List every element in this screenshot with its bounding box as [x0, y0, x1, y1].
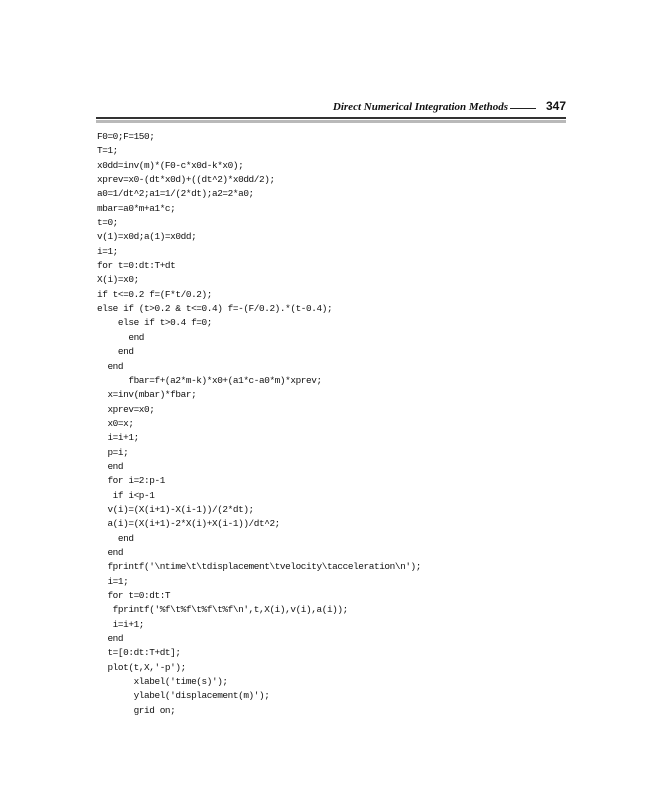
code-line: plot(t,X,'-p'); — [97, 661, 186, 673]
code-line: for t=0:dt:T+dt — [97, 260, 176, 272]
code-line: xprev=x0; — [97, 403, 155, 415]
code-line: t=[0:dt:T+dt]; — [97, 647, 181, 659]
code-line: end — [97, 532, 134, 544]
code-line: ylabel('displacement(m)'); — [97, 690, 270, 702]
page-header — [96, 98, 566, 118]
code-line: p=i; — [97, 446, 129, 458]
code-line: t=0; — [97, 217, 118, 229]
code-line: v(1)=x0d;a(1)=x0dd; — [97, 231, 197, 243]
code-listing — [97, 130, 421, 718]
code-line: x0dd=inv(m)*(F0-c*x0d-k*x0); — [97, 159, 244, 171]
code-line: i=i+1; — [97, 432, 139, 444]
code-line: v(i)=(X(i+1)-X(i-1))/(2*dt); — [97, 503, 254, 515]
code-line: X(i)=x0; — [97, 274, 139, 286]
code-line: else if (t>0.2 & t<=0.4) f=-(F/0.2).*(t-0.4); — [97, 303, 333, 315]
code-line: fprintf('\ntime\t\tdisplacement\tvelocity\tacceleration\n'); — [97, 561, 422, 573]
code-line: fprintf('%f\t%f\t%f\t%f\n',t,X(i),v(i),a(i)); — [97, 604, 348, 616]
code-line: grid on; — [97, 704, 176, 716]
code-line: T=1; — [97, 145, 118, 157]
code-line: for t=0:dt:T — [97, 590, 171, 601]
header-rule — [96, 117, 566, 119]
code-line: if i<p-1 — [97, 489, 155, 501]
code-line: end — [97, 546, 124, 558]
code-line: xprev=x0-(dt*x0d)+((dt^2)*x0dd/2); — [97, 174, 275, 186]
code-line: else if t>0.4 f=0; — [97, 317, 212, 329]
code-line: end — [97, 633, 124, 645]
code-line: i=i+1; — [97, 618, 145, 630]
code-line: a(i)=(X(i+1)-2*X(i)+X(i-1))/dt^2; — [97, 518, 280, 530]
code-line: F0=0;F=150; — [97, 131, 155, 142]
code-line: end — [97, 331, 145, 343]
code-line: for i=2:p-1 — [97, 475, 165, 487]
code-line: a0=1/dt^2;a1=1/(2*dt);a2=2*a0; — [97, 188, 254, 200]
header-dash — [510, 108, 536, 109]
code-line: end — [97, 460, 124, 472]
code-line: i=1; — [97, 575, 129, 587]
code-line: i=1; — [97, 245, 118, 257]
code-line: mbar=a0*m+a1*c; — [97, 202, 176, 214]
running-title: Direct Numerical Integration Methods — [332, 101, 508, 113]
code-line: fbar=f+(a2*m-k)*x0+(a1*c-a0*m)*xprev; — [97, 374, 322, 386]
code-line: x=inv(mbar)*fbar; — [97, 389, 197, 401]
code-line: end — [97, 360, 124, 372]
code-line: end — [97, 346, 134, 358]
code-line: x0=x; — [97, 417, 134, 429]
code-line: if t<=0.2 f=(F*t/0.2); — [97, 288, 212, 300]
code-line: xlabel('time(s)'); — [97, 676, 228, 688]
page-number: 347 — [545, 99, 566, 113]
header-rule-shade — [96, 120, 566, 123]
